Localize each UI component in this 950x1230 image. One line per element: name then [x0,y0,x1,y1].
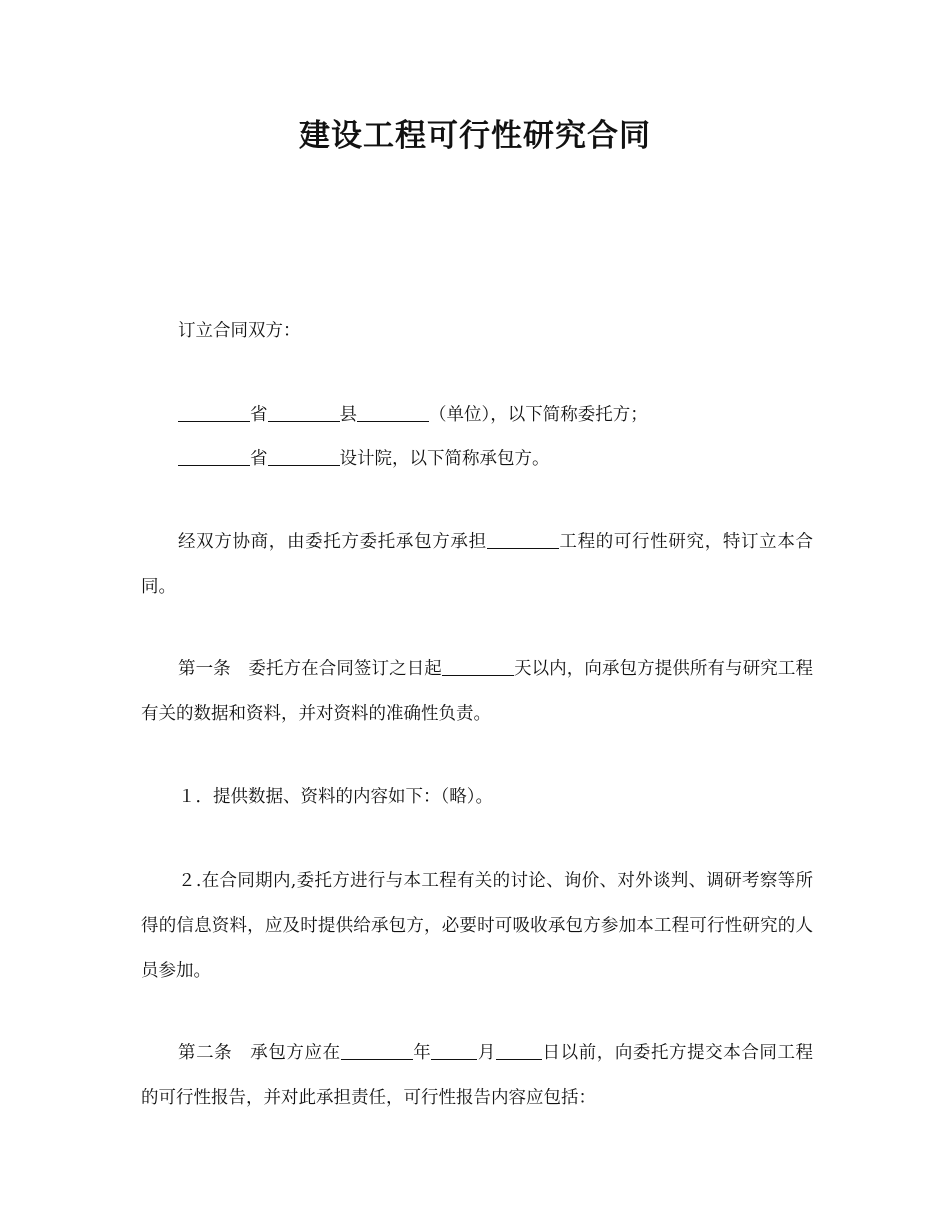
contractor-line [141,437,813,482]
fill-blank [268,448,340,467]
fill-blank [268,404,340,423]
fill-blank [487,531,559,550]
item-1: １．提供数据、资料的内容如下：（略）。 [178,787,493,807]
parties-heading: 订立合同双方： [178,321,301,341]
fill-blank [178,404,250,423]
text-segment: 设计院，以下简称承包方。 [339,449,550,469]
client-line [141,393,813,438]
fill-blank [431,1042,477,1061]
text-segment: 工程的可行性研究，特订立本合同。 [141,532,814,597]
text-segment: 第一条 委托方在合同签订之日起 [178,659,442,679]
text-segment: 天以内，向承包方提供所有与研究工程有关的数据和资料，并对资料的准确性负责。 [141,659,813,724]
text-segment: 经双方协商，由委托方委托承包方承担 [178,532,487,552]
text-segment: 月 [477,1043,496,1063]
text-segment: 省 [250,449,268,469]
fill-blank [341,1042,413,1061]
article-1 [141,647,813,737]
text-segment: 省 [250,405,268,425]
text-segment: 县 [339,405,357,425]
item-2: ２.在合同期内,委托方进行与本工程有关的讨论、询价、对外谈判、调研考察等所得的信息资料，应及时提供给承包方，必要时可吸收承包方参加本工程可行性研究的人员参加。 [141,871,813,981]
fill-blank [178,448,250,467]
intro-paragraph [141,520,813,610]
fill-blank [357,404,429,423]
article-2 [141,1031,813,1121]
page-title: 建设工程可行性研究合同 [299,118,651,154]
text-segment: （单位），以下简称委托方； [429,405,648,425]
text-segment: 日以前，向委托方提交本合同工程的可行性报告，并对此承担责任，可行性报告内容应包括： [141,1043,814,1108]
text-segment: 年 [412,1043,432,1063]
fill-blank [442,658,514,677]
fill-blank [496,1042,542,1061]
text-segment: 第二条 承包方应在 [178,1043,341,1063]
